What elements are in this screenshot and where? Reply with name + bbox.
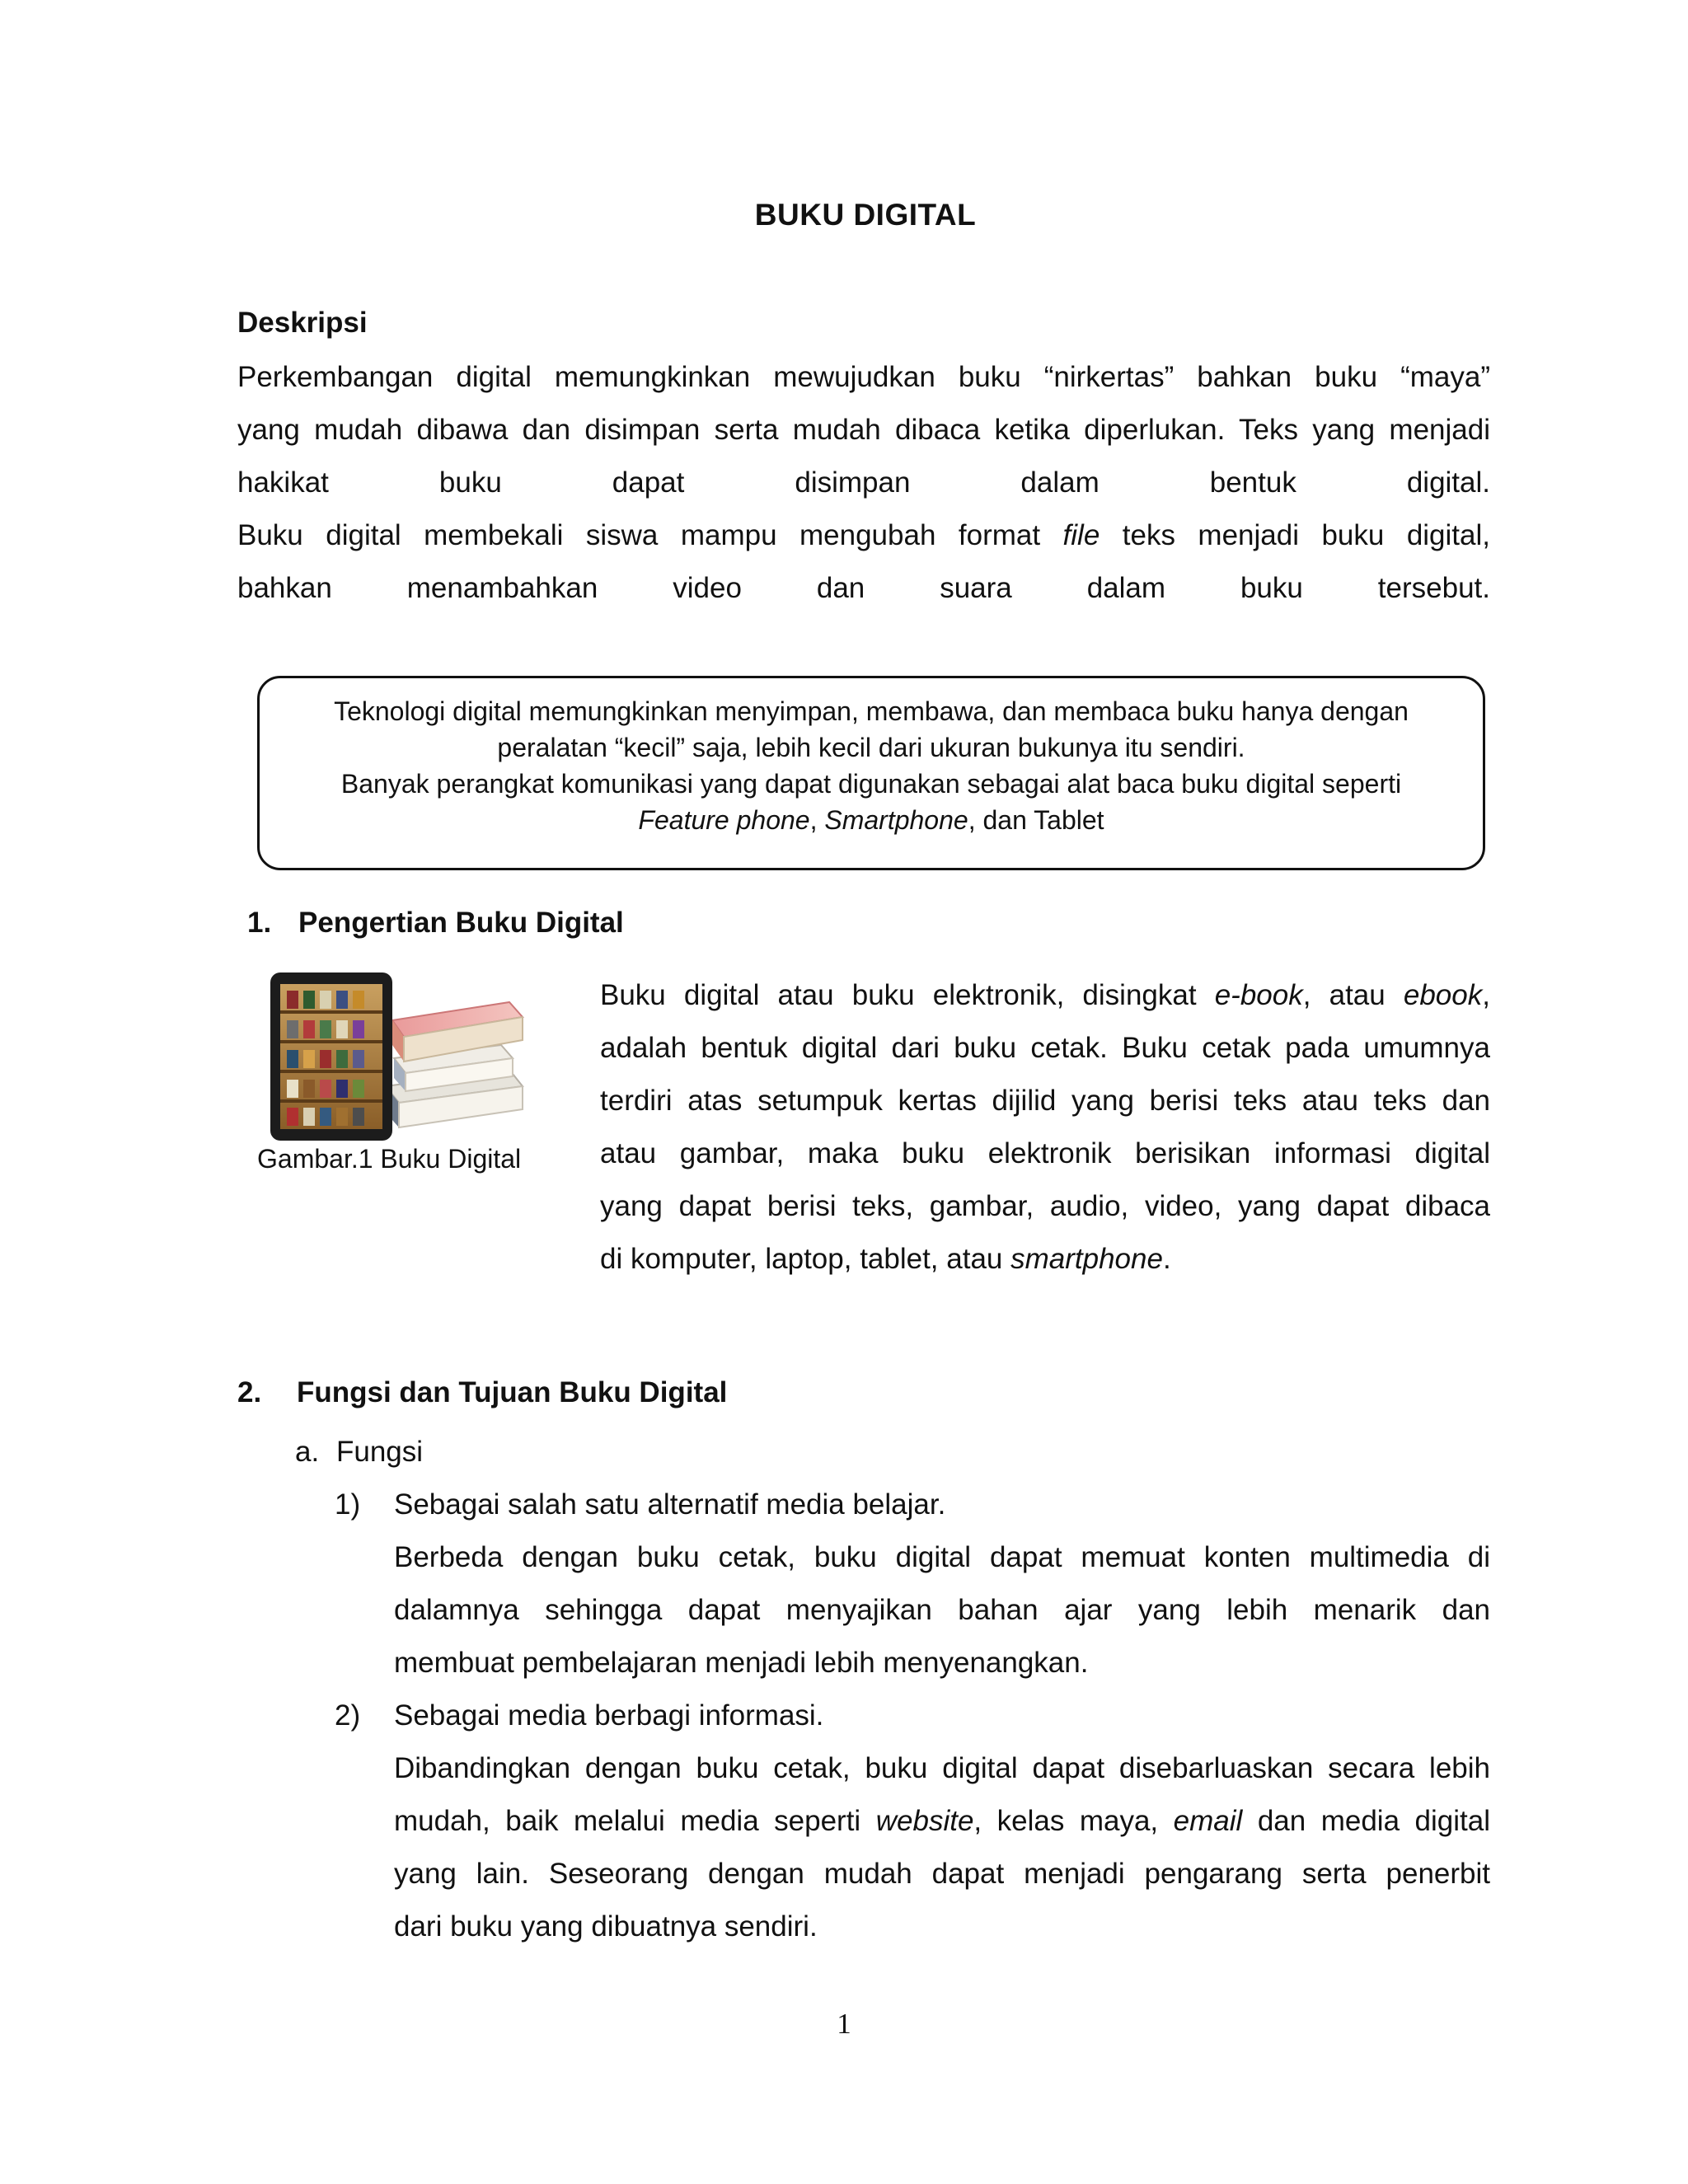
emphasis-smartphone: smartphone [1010, 1243, 1163, 1275]
section-number: 2. [237, 1376, 262, 1408]
deskripsi-heading: Deskripsi [237, 307, 368, 339]
text-run: . [1162, 1243, 1171, 1275]
definition-line-1 [600, 969, 1490, 1022]
book-stack [386, 1002, 523, 1127]
text-run: , dan Tablet [968, 805, 1104, 835]
text-run: , kelas maya, [973, 1805, 1159, 1837]
item-2-line-1: Dibandingkan dengan buku cetak, buku digital dapat disebarluaskan secara lebih [394, 1752, 1490, 1784]
emphasis-smartphone: Smartphone [824, 805, 968, 835]
item-1-line-3: membuat pembelajaran menjadi lebih menyenangkan. [394, 1647, 1089, 1679]
item-2-line-4: dari buku yang dibuatnya sendiri. [394, 1910, 818, 1943]
subsection-letter: a. [295, 1436, 320, 1468]
deskripsi-paragraph-2 [237, 509, 1490, 615]
text-run: dan media digital [1257, 1805, 1491, 1837]
ebook-figure-image [262, 963, 534, 1154]
callout-box [257, 676, 1485, 870]
text-run: Buku digital membekali siswa mampu mengubah format [237, 519, 1041, 551]
section-1-heading [247, 907, 624, 940]
deskripsi-line-1: Perkembangan digital memungkinkan mewujudkan buku “nirkertas” bahkan buku “maya” [237, 361, 1490, 393]
definition-line-5: yang dapat berisi teks, gambar, audio, video, yang dapat dibaca [600, 1190, 1490, 1222]
section-2-heading [237, 1376, 727, 1409]
item-1-title: Sebagai salah satu alternatif media belajar. [394, 1488, 946, 1521]
section-title: Pengertian Buku Digital [298, 907, 624, 939]
emphasis-email: email [1173, 1805, 1243, 1837]
callout-line-4 [260, 802, 1483, 838]
deskripsi-paragraph-1 [237, 351, 1490, 509]
definition-line-2: adalah bentuk digital dari buku cetak. Buku cetak pada umumnya [600, 1032, 1490, 1064]
deskripsi-line-3: hakikat buku dapat disimpan dalam bentuk digital. [237, 466, 1490, 499]
item-2-line-3: yang lain. Seseorang dengan mudah dapat menjadi pengarang serta penerbit [394, 1858, 1490, 1890]
section-title: Fungsi dan Tujuan Buku Digital [297, 1376, 728, 1408]
emphasis-website: website [875, 1805, 974, 1837]
subsection-a [295, 1426, 423, 1479]
emphasis-ebook: ebook [1403, 979, 1483, 1011]
deskripsi-line-2: yang mudah dibawa dan disimpan serta mudah dibaca ketika diperlukan. Teks yang menjadi [237, 414, 1490, 446]
item-1-line-1: Berbeda dengan buku cetak, buku digital dapat memuat konten multimedia di [394, 1541, 1490, 1573]
tablet-device [270, 972, 392, 1141]
item-1-body [394, 1531, 1490, 1690]
section-number: 1. [247, 907, 272, 939]
text-run: di komputer, laptop, tablet, atau [600, 1243, 1003, 1275]
figure-caption: Gambar.1 Buku Digital [257, 1144, 522, 1174]
item-1-line-2: dalamnya sehingga dapat menyajikan bahan ajar yang lebih menarik dan [394, 1594, 1490, 1626]
text-run: , atau [1302, 979, 1386, 1011]
item-2-line-2 [394, 1795, 1490, 1848]
definition-line-3: terdiri atas setumpuk kertas dijilid yang berisi teks atau teks dan [600, 1085, 1490, 1117]
text-run: teks menjadi buku digital, [1122, 519, 1490, 551]
text-run: Buku digital atau buku elektronik, disingkat [600, 979, 1197, 1011]
definition-line-6 [600, 1233, 1490, 1286]
definition-line-4: atau gambar, maka buku elektronik berisikan informasi digital [600, 1137, 1490, 1169]
callout-line-3: Banyak perangkat komunikasi yang dapat digunakan sebagai alat baca buku digital seperti [340, 769, 1402, 799]
deskripsi-para2-line-2: bahkan menambahkan video dan suara dalam buku tersebut. [237, 572, 1490, 604]
callout-line-1: Teknologi digital memungkinkan menyimpan, membawa, dan membaca buku hanya dengan [334, 696, 1409, 726]
emphasis-file: file [1062, 519, 1100, 551]
text-run: , [809, 805, 825, 835]
callout-line-2: peralatan “kecil” saja, lebih kecil dari ukuran bukunya itu sendiri. [497, 733, 1245, 762]
item-1-number: 1) [335, 1488, 361, 1521]
deskripsi-para2-line-1 [237, 509, 1490, 562]
page-number: 1 [837, 2008, 851, 2040]
text-run: mudah, baik melalui media seperti [394, 1805, 861, 1837]
item-2-title: Sebagai media berbagi informasi. [394, 1699, 824, 1732]
subsection-label: Fungsi [336, 1436, 424, 1468]
item-2-number: 2) [335, 1699, 361, 1732]
emphasis-feature-phone: Feature phone [638, 805, 810, 835]
document-title: BUKU DIGITAL [754, 198, 977, 232]
definition-paragraph [600, 969, 1490, 1286]
tablet-and-books-illustration [262, 963, 534, 1154]
emphasis-e-book: e-book [1214, 979, 1303, 1011]
item-2-body [394, 1742, 1490, 1953]
text-run: , [1482, 979, 1490, 1011]
